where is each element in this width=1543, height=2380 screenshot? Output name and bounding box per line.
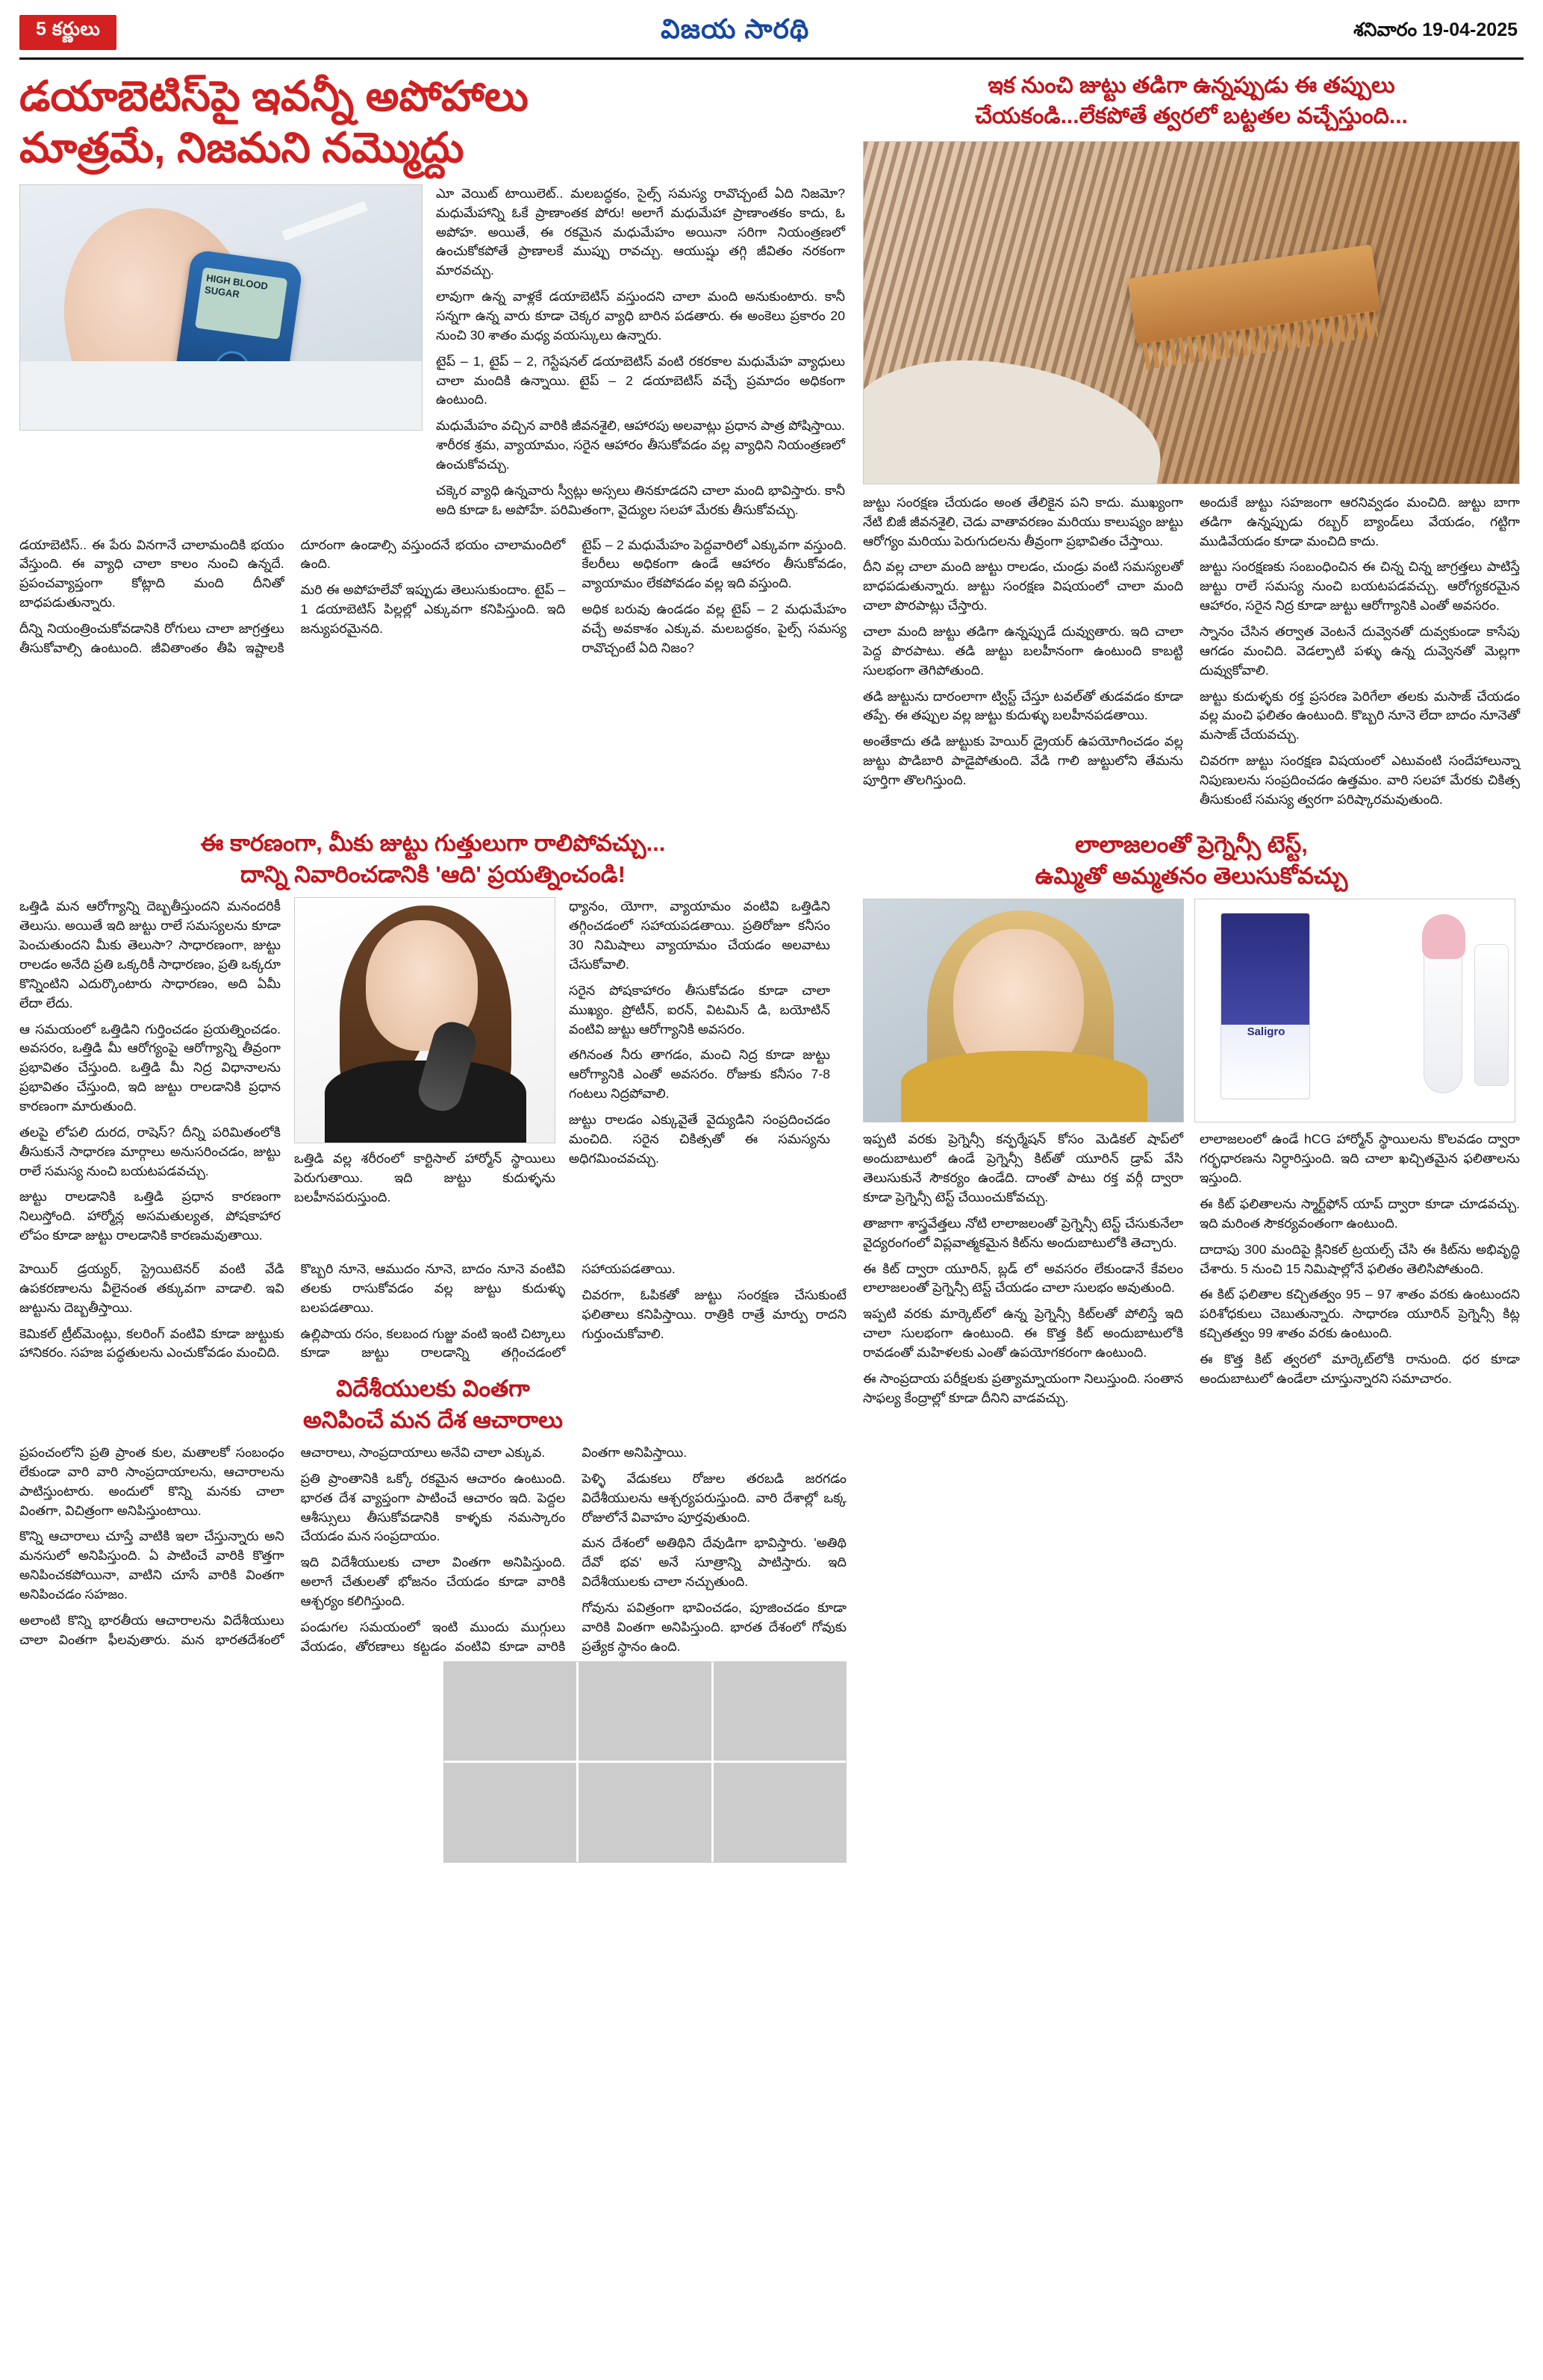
paragraph: మధుమేహం వచ్చిన వారికి జీవనశైలి, ఆహారపు అలవాట్లు ప్రధాన పాత్ర పోషిస్తాయి. శారీరక శ్రమ, వ్యాయామం, సరైన ఆహారం తీసుకోవడం వల్ల వ్యాధిని నియంత్రణలో ఉంచుకోవచ్చు. <box>436 418 845 472</box>
paragraph: ప్రపంచంలోని ప్రతి ప్రాంత కుల, మతాలకో సంబంధం లేకుండా వారి వారి సాంప్రదాయాలను, ఆచారాలను పాటిస్తుంటారు. అందులో కొన్ని మనకు చాలా వింతగా, విచిత్రంగా అనిపిస్తుంటాయి. <box>19 1444 284 1518</box>
paragraph: లావుగా ఉన్న వాళ్లకే డయాబెటిస్‌ వస్తుందని చాలా మంది అనుకుంటారు. కానీ సన్నగా ఉన్న వారు కూడా చెక్కర వ్యాధి బారిన పడతారు. ఈ అంకెలు ప్రకారం 20 నుంచి 30 శాతం మధ్య వయస్కులు ఉన్నారు. <box>436 289 845 343</box>
paragraph: గోవును పవిత్రంగా భావించడం, పూజించడం కూడా వారికి వింతగా అనిపిస్తుంది. భారత దేశంలో గోవుకు ప్రత్యేక స్థానం ఉంది. <box>582 1599 847 1654</box>
hairfall-body <box>19 897 847 1252</box>
test-strip <box>281 200 369 242</box>
photo-tile-saree <box>444 1662 576 1761</box>
paragraph: జుట్టు సంరక్షణకు సంబంధించిన ఈ చిన్న చిన్న జాగ్రత్తలు పాటిస్తే జుట్టు రాలే సమస్య నుంచి బయటపడవచ్చు. ఆరోగ్యకరమైన ఆహారం, సరైన నిద్ర కూడా జుట్టు ఆరోగ్యానికి ఎంతో అవసరం. <box>1200 559 1520 613</box>
kit-brand-label: Saligro <box>1247 1025 1285 1039</box>
masthead <box>19 13 1524 60</box>
paragraph: చివరగా జుట్టు సంరక్షణ విషయంలో ఎటువంటి సందేహాలున్నా నిపుణులను సంప్రదించడం ఉత్తమం. వారి సలహా మేరకు చికిత్స తీసుకుంటే సమస్య త్వరగా పరిష్కారమవుతుంది. <box>1200 753 1520 807</box>
paragraph: పెళ్ళి వేడుకలు రోజుల తరబడి జరగడం విదేశీయులను ఆశ్చర్యపరుస్తుంది. వారి దేశాల్లో ఒక్క రోజులోనే వివాహం పూర్తవుతుంది. <box>582 1470 847 1525</box>
pregnancy-photo-row <box>863 899 1520 1122</box>
hairfall-lower <box>19 1260 847 1363</box>
hair-article-text <box>863 493 1520 810</box>
diabetes-headline-line1: డయాబెటిస్‌పై ఇవన్నీ అపోహాలు <box>19 72 529 119</box>
pregnancy-title-line1: లాలాజలంతో ప్రెగ్నెన్సీ టెస్ట్‌, <box>1075 831 1308 858</box>
article-foreign <box>19 1373 847 1867</box>
paragraph: ఈ కొత్త కిట్‌ త్వరలో మార్కెట్‌లోకి రానుంది. ధర కూడా అందుబాటులో ఉండేలా చూస్తున్నారని సమాచారం. <box>1200 1351 1520 1386</box>
paragraph: హెయిర్‌ డ్రయ్యర్‌, స్ట్రెయిటెనర్‌ వంటి వేడి ఉపకరణాలను వీలైనంత తక్కువగా వాడాలి. ఇవి జుట్టును దెబ్బతీస్తాయి. <box>19 1261 284 1315</box>
hairfall-title-line2: దాన్ని నివారించడానికి 'ఆది' ప్రయత్నించండి! <box>240 861 626 887</box>
paragraph: చివరగా, ఓపికతో జుట్టు సంరక్షణ చేసుకుంటే ఫలితాలు కనిపిస్తాయి. రాత్రికి రాత్రే మార్పు రాదని గుర్తుంచుకోవాలి. <box>582 1287 847 1341</box>
paragraph: చాలా మంది జుట్టు తడిగా ఉన్నప్పుడే దువ్వుతారు. ఇది చాలా పెద్ద పొరపాటు. తడి జుట్టు బలహీనంగా ఉంటుంది కాబట్టి సులభంగా తెగిపోతుంది. <box>863 623 1183 678</box>
test-stick <box>1424 918 1462 1093</box>
hairfall-photo-col <box>294 897 555 1252</box>
sweater-shape <box>901 1051 1147 1122</box>
paragraph: ఈ కిట్‌ ద్వారా యూరిన్‌, బ్లడ్‌ లో అవసరం లేకుండానే కేవలం లాలాజలంతో ప్రెగ్నెన్సీ టెస్ట్‌ చేయడం చాలా సులభం అవుతుంది. <box>863 1261 1183 1296</box>
glucometer-photo <box>19 184 423 431</box>
glucometer-screen: HIGH BLOOD SUGAR <box>195 267 287 340</box>
paragraph: ఇది విదేశీయులకు చాలా వింతగా అనిపిస్తుంది. అలాగే చేతులతో భోజనం చేయడం కూడా వారికి ఆశ్చర్యం కలిగిస్తుంది. <box>300 1555 566 1608</box>
paragraph: అధిక బరువు ఉండడం వల్ల టైప్‌ – 2 మధుమేహం వచ్చే అవకాశం ఎక్కువ. మలబద్ధకం, పైల్స్‌ సమస్య రావొచ్చంటే ఏది నిజం? <box>582 602 847 655</box>
pregnancy-title-line2: ఉమ్మితో అమ్మతనం తెలుసుకోవచ్చు <box>1035 862 1348 889</box>
paragraph: అందుకే జుట్టు సహజంగా ఆరనివ్వడం మంచిది. జుట్టు బాగా తడిగా ఉన్నప్పుడు రబ్బర్‌ బ్యాండ్‌లు వేయడం, గట్టిగా ముడివేయడం కూడా మంచిది కాదు. <box>1200 494 1520 549</box>
page-number-badge: 5 కర్ణులు <box>19 15 116 50</box>
paragraph: ఈ కిట్‌ ఫలితాలను స్మార్ట్‌ఫోన్‌ యాప్‌ ద్వారా కూడా చూడవచ్చు. ఇది మరింత సౌకర్యవంతంగా ఉంటుంది. <box>1200 1196 1520 1231</box>
paragraph: ఎూ వెయిట్‌ టాయిలెట్‌.. మలబద్ధకం, సైల్స్‌ సమస్య రావొచ్చంటే ఏది నిజమో? మధుమేహాన్ని ఓకే ప్రాణాంతక పోరు! అలాగే మధుమేహా ప్రాణాంతకం కాదు, ఓ అపోహ. అయితే, ఈ రకమైన మధుమేహం అయినా సరిగా నియంత్రణలో ఉంచుకోకపోతే ప్రాణాలకే ముప్పు రావచ్చు. ఆయుష్షు తగ్గి జీవితం నరకంగా మారవచ్చు. <box>436 185 845 278</box>
hair-combing-photo <box>863 141 1520 484</box>
hairfall-col-1 <box>19 897 281 1252</box>
paragraph: ఒత్తిడి వల్ల శరీరంలో కార్టిసాల్‌ హార్మోన్‌ స్థాయిలు పెరుగుతాయి. ఇది జుట్టు కుదుళ్ళను బలహీనపరుస్తుంది. <box>294 1151 555 1205</box>
paragraph: ఆ సమయంలో ఒత్తిడిని గుర్తించడం ప్రయత్నించడం. అవసరం, ఒత్తిడి మీ ఆరోగ్యంపై ఆరోగ్యాన్ని తీవ్రంగా ప్రభావితం చేస్తుంది. ఒత్తిడి మీ నిద్ర విధానాలను ప్రభావితం చేస్తుంది, ఇది జుట్టు రాలడానికి ప్రధాన కారణంగా మారుతుంది. <box>19 1021 281 1114</box>
diabetes-lower-text <box>19 536 847 658</box>
paragraph: మన దేశంలో అతిథిని దేవుడిగా భావిస్తారు. 'అతిథి దేవో భవ' అనే సూత్రాన్ని పాటిస్తారు. ఇది విదేశీయులకు చాలా నచ్చుతుంది. <box>582 1535 847 1590</box>
paragraph: జుట్టు సంరక్షణ చేయడం అంత తేలికైన పని కాదు. ముఖ్యంగా నేటి బిజీ జీవనశైలి, చెడు వాతావరణం మరియు కాలుష్యం జుట్టు ఆరోగ్యం మరియు పెరుగుదలను తీవ్రంగా ప్రభావితం చేస్తాయి. <box>863 494 1183 549</box>
paragraph: మరి ఈ అపోహలేవో ఇప్పుడు తెలుసుకుందాం. టైప్‌ – 1 డయాబెటిస్‌ పిల్లల్లో ఎక్కువగా కనిపిస్తుంది. ఇది జన్యుపరమైనది. <box>300 582 566 637</box>
photo-tile-wedding <box>579 1662 711 1761</box>
hair-headline-line2: చేయకండి...లేకపోతే త్వరలో బట్టతల వచ్చేస్తుంది... <box>975 104 1408 129</box>
middle-region <box>19 822 1524 1867</box>
paragraph: దాదాపు 300 మందిపై క్లినికల్‌ ట్రయల్స్‌ చేసి ఈ కిట్‌ను అభివృద్ధి చేశారు. 5 నుంచి 15 నిమిషాల్లోనే ఫలితం తెలిసిపోతుంది. <box>1200 1241 1520 1276</box>
foreign-title <box>19 1373 847 1436</box>
hair-headline-line1: ఇక నుంచి జుట్టు తడిగా ఉన్నప్పుడు ఈ తప్పులు <box>988 73 1395 98</box>
paragraph: అలాంటి కొన్ని భారతీయ ఆచారాలను విదేశీయులు చాలా వింతగా ఫీలవుతారు. మన భారతదేశంలో ఆచారాలు, సాంప్రదాయాలు అనేవి చాలా ఎక్కువ. <box>19 1444 546 1647</box>
photo-tile-food <box>579 1763 711 1862</box>
paragraph: తలపై లోపలి దురద, రాషెస్‌? దీన్ని పరిమితంలోకి తీసుకునే సాధారణ మార్గాలు అనుసరించడం, జుట్టు రాలే సమస్య నుంచి బయటపడవచ్చు. <box>19 1124 281 1178</box>
hairfall-title-line1: ఈ కారణంగా, మీకు జుట్టు గుత్తులుగా రాలిపోవచ్చు... <box>200 829 666 856</box>
paragraph: టైప్‌ – 1, టైప్‌ – 2, గెస్టేషనల్‌ డయాబెటిస్‌ వంటి రకరకాల మధుమేహ వ్యాధులు చాలా మందికి ఉన్నాయి. టైప్‌ – 2 డయాబెటిస్‌ వచ్చే ప్రమాదం అధికంగా ఉంటుంది. <box>436 353 845 407</box>
hairfall-lower-text <box>19 1260 847 1363</box>
newspaper-title: విజయ సారథి <box>661 13 810 44</box>
paragraph: పండుగల సమయంలో ఇంటి ముందు ముగ్గులు వేయడం, తోరణాలు కట్టడం వంటివి కూడా వారికి వింతగా అనిపిస్తాయి. <box>300 1444 688 1654</box>
foreign-text <box>19 1443 847 1657</box>
paragraph: ఉల్లిపాయ రసం, కలబంద గుజ్జు వంటి ఇంటి చిట్కాలు కూడా జుట్టు రాలడాన్ని తగ్గించడంలో సహాయపడతాయి. <box>300 1261 676 1361</box>
paragraph: డయాబెటిస్‌.. ఈ పేరు వినగానే చాలామందికి భయం వేస్తుంది. ఈ వ్యాధి చాలా కాలం నుంచి ఉన్నదే. ప్రపంచవ్యాప్తంగా కోట్లాది మంది దీనితో బాధపడుతున్నారు. <box>19 537 284 610</box>
paragraph: ఇప్పటి వరకు మార్కెట్‌లో ఉన్న ప్రెగ్నెన్సీ కిట్‌లతో పోలిస్తే ఇది చాలా సులభంగా ఉంటుంది. ఈ కొత్త కిట్‌ అందుబాటులోకి రావడంతో మహిళలకు ఎంతో ఉపయోగకరంగా ఉంటుంది. <box>863 1306 1183 1360</box>
pregnancy-test-kit-photo <box>1194 899 1515 1122</box>
paragraph: సరైన పోషకాహారం తీసుకోవడం కూడా చాలా ముఖ్యం. ప్రోటీన్‌, ఐరన్‌, విటమిన్‌ డి, బయోటిన్‌ వంటివి జుట్టు ఆరోగ్యానికి అవసరం. <box>569 982 830 1037</box>
paragraph: జుట్టు రాలడం ఎక్కువైతే వైద్యుడిని సంప్రదించడం మంచిది. సరైన చికిత్సతో ఈ సమస్యను అధిగమించవచ్చు. <box>569 1111 830 1166</box>
paragraph: అంతేకాదు తడి జుట్టుకు హెయిర్‌ డ్రైయర్‌ ఉపయోగించడం వల్ల జుట్టు పొడిబారి పాడైపోతుంది. వేడి గాలి జుట్టులోని తేమను పూర్తిగా తొలగిస్తుంది. <box>863 734 1183 787</box>
hairfall-photo-caption-text <box>294 1149 555 1208</box>
paragraph: కెమికల్‌ ట్రీట్‌మెంట్లు, కలరింగ్‌ వంటివి కూడా జుట్టుకు హానికరం. సహజ పద్ధతులను ఎంచుకోవడం మంచిది. <box>19 1325 284 1361</box>
indian-customs-photo-grid <box>443 1661 847 1863</box>
diabetes-lead-row <box>19 184 847 527</box>
photo-tile-rangoli <box>714 1662 846 1761</box>
pregnancy-title <box>863 829 1520 892</box>
woman-saliva-test-photo <box>863 899 1184 1122</box>
woman-brushing-hair-photo <box>294 897 555 1143</box>
paragraph: చక్కెర వ్యాధి ఉన్నవారు స్వీట్లు అస్సలు తినకూడదని చాలా మంది భావిస్తారు. కానీ అది కూడా ఓ అపోహే. పరిమితంగా, వైద్యుల సలహా మేరకు తీసుకోవచ్చు. <box>436 482 845 517</box>
kit-box <box>1221 913 1310 1099</box>
diabetes-headline <box>19 70 847 174</box>
foreign-title-line2: అనిపించే మన దేశ ఆచారాలు <box>303 1407 563 1434</box>
paragraph: ప్రతి ప్రాంతానికి ఒక్కో రకమైన ఆచారం ఉంటుంది. భారత దేశ వ్యాప్తంగా పాటించే ఆచారం ఇది. పెద్దల ఆశీస్సులు తీసుకోవడానికి కాళ్ళకు నమస్కారం చేయడం మన సంప్రదాయం. <box>300 1470 566 1544</box>
paragraph: ధ్యానం, యోగా, వ్యాయామం వంటివి ఒత్తిడిని తగ్గించడంలో సహాయపడతాయి. ప్రతిరోజూ కనీసం 30 నిమిషాలు వ్యాయామం చేయడం అలవాటు చేసుకోవాలి. <box>569 899 830 972</box>
hair-headline <box>863 70 1520 132</box>
paragraph: ఒత్తిడి మన ఆరోగ్యాన్ని దెబ్బతీస్తుందని మనందరికీ తెలుసు. అయితే ఇది జుట్టు రాలే సమస్యలను కూడా పెంచుతుందని మీకు తెలుసా? సాధారణంగా, జుట్టు రాలడం అనేది ప్రతి ఒక్కరికీ సాధారణం, ప్రతి ఒక్కరూ కొన్నింటిని ఎదుర్కొంటారు సాధారణం, అది ఏమీ లేదా లేదు. <box>19 899 281 1011</box>
foreign-title-line1: విదేశీయులకు వింతగా <box>336 1375 530 1402</box>
article-diabetes <box>19 70 847 810</box>
diabetes-headline-line2: మాత్రమే, నిజమని నమ్మొద్దు <box>19 124 464 172</box>
hairfall-col-3 <box>569 897 830 1252</box>
photo-tile-namaste <box>714 1763 846 1862</box>
paragraph: లాలాజలంలో ఉండే hCG హార్మోన్‌ స్థాయిలను కొలవడం ద్వారా గర్భధారణను నిర్ధారిస్తుంది. ఇది చాలా ఖచ్చితమైన ఫలితాలను ఇస్తుంది. <box>1200 1131 1520 1186</box>
publication-date: శనివారం 19-04-2025 <box>1353 19 1518 40</box>
pregnancy-text <box>863 1130 1520 1408</box>
paragraph: కొన్ని ఆచారాలు చూస్తే వాటికి ఇలా చేస్తున్నారు అని మనసులో అనిపిస్తుంది. ఏ పాటించే వారికి కొత్తగా అనిపించకపోయినా, వాటిని చూసే వారికి వింతగా అనిపించడం సహజం. <box>19 1528 284 1602</box>
paragraph: ఈ సాంప్రదాయ పరీక్షలకు ప్రత్యామ్నాయంగా నిలుస్తుంది. సంతాన సాఫల్య కేంద్రాల్లో కూడా దీనిని వాడవచ్చు. <box>863 1370 1183 1405</box>
article-hairfall <box>19 822 847 1867</box>
stick-cap <box>1422 914 1465 959</box>
paragraph: తడి జుట్టును దారంలాగా ట్విస్ట్‌ చేస్తూ టవల్‌తో తుడవడం కూడా తప్పే. ఈ తప్పుల వల్ల జుట్టు కుదుళ్ళు బలహీనపడతాయి. <box>863 688 1183 723</box>
photo-tile-lamp <box>444 1763 576 1862</box>
article-hair <box>863 70 1520 810</box>
top-region <box>19 70 1524 810</box>
paragraph: తగినంత నీరు తాగడం, మంచి నిద్ర కూడా జుట్టు ఆరోగ్యానికి ఎంతో అవసరం. రోజుకు కనీసం 7-8 గంటలు నిద్రపోవాలి. <box>569 1047 830 1102</box>
paragraph: దీని వల్ల చాలా మంది జుట్టు రాలడం, చుండ్రు వంటి సమస్యలతో బాధపడుతున్నారు. జుట్టు సంరక్షణ విషయంలో చాలా మంది చాలా పొరపాట్లు చేస్తారు. <box>863 559 1183 613</box>
paragraph: ఇప్పటి వరకు ప్రెగ్నెన్సీ కన్ఫర్మేషన్‌ కోసం మెడికల్‌ షాప్‌లో అందుబాటులో ఉండే ప్రెగ్నెన్సీ కిట్‌తో యూరిన్‌ డ్రాప్‌ వేసి తెలుసుకునే సౌకర్యం ఉండేది. దాంతో పాటు రక్త వర్గీ ద్వారా కూడా ప్రెగ్నెన్సీ టెస్ట్‌ చేయించుకోవచ్చు. <box>863 1131 1183 1205</box>
kit-tube <box>1474 944 1509 1086</box>
paragraph: ఈ కిట్‌ ఫలితాల కచ్చితత్వం 95 – 97 శాతం వరకు ఉంటుందని పరిశోధకులు చెబుతున్నారు. సాధారణ యూరిన్‌ ప్రెగ్నెన్సీ కిట్ల కచ్చితత్వం 99 శాతం వరకు ఉంటుంది. <box>1200 1287 1520 1341</box>
paragraph: టైప్‌ – 2 మధుమేహం పెద్దవారిలో ఎక్కువగా వస్తుంది. కేలరీలు అధికంగా ఉండే ఆహారం తీసుకోవడం, వ్యాయామం లేకపోవడం వల్ల ఇది వస్తుంది. <box>582 537 847 591</box>
paragraph: దీన్ని నియంత్రించుకోవడానికి రోగులు చాలా జాగ్రత్తలు తీసుకోవాల్సి ఉంటుంది. జీవితాంతం తీపి ఇష్టాలకి దూరంగా ఉండాల్సి వస్తుందనే భయం చాలామందిలో ఉంది. <box>19 537 566 655</box>
paragraph: జుట్టు రాలడానికి ఒత్తిడి ప్రధాన కారణంగా నిలుస్తోంది. హార్మోన్ల అసమతుల్యత, పోషకాహార లోపం కూడా జుట్టు రాలడానికి కారణమవుతాయి. <box>19 1189 281 1243</box>
paragraph: తాజాగా శాస్త్రవేత్తలు నోటి లాలాజలంతో ప్రెగ్నెన్సీ టెస్ట్‌ చేసుకునేలా వైద్యరంగంలో విప్లవాత్మకమైన కిట్‌ను అందుబాటులోకి తెచ్చారు. <box>863 1215 1183 1250</box>
article-pregnancy <box>863 822 1520 1867</box>
hairfall-title <box>19 828 847 890</box>
diabetes-lead-text <box>436 184 845 527</box>
paragraph: కొబ్బరి నూనె, ఆముదం నూనె, బాదం నూనె వంటివి తలకు రాసుకోవడం వల్ల జుట్టు కుదుళ్ళు బలపడతాయి. <box>300 1261 566 1315</box>
table-surface <box>20 361 422 430</box>
paragraph: స్నానం చేసిన తర్వాత వెంటనే దువ్వెనతో దువ్వకుండా కాసేపు ఆగడం మంచిది. వెడల్పాటి పళ్ళు ఉన్న దువ్వెనతో మెల్లగా దువ్వుకోవాలి. <box>1200 623 1520 678</box>
paragraph: జుట్టు కుదుళ్ళకు రక్త ప్రసరణ పెరిగేలా తలకు మసాజ్‌ చేయడం వల్ల మంచి ఫలితం ఉంటుంది. కొబ్బరి నూనె లేదా బాదం నూనెతో మసాజ్‌ చేయవచ్చు. <box>1200 688 1520 743</box>
